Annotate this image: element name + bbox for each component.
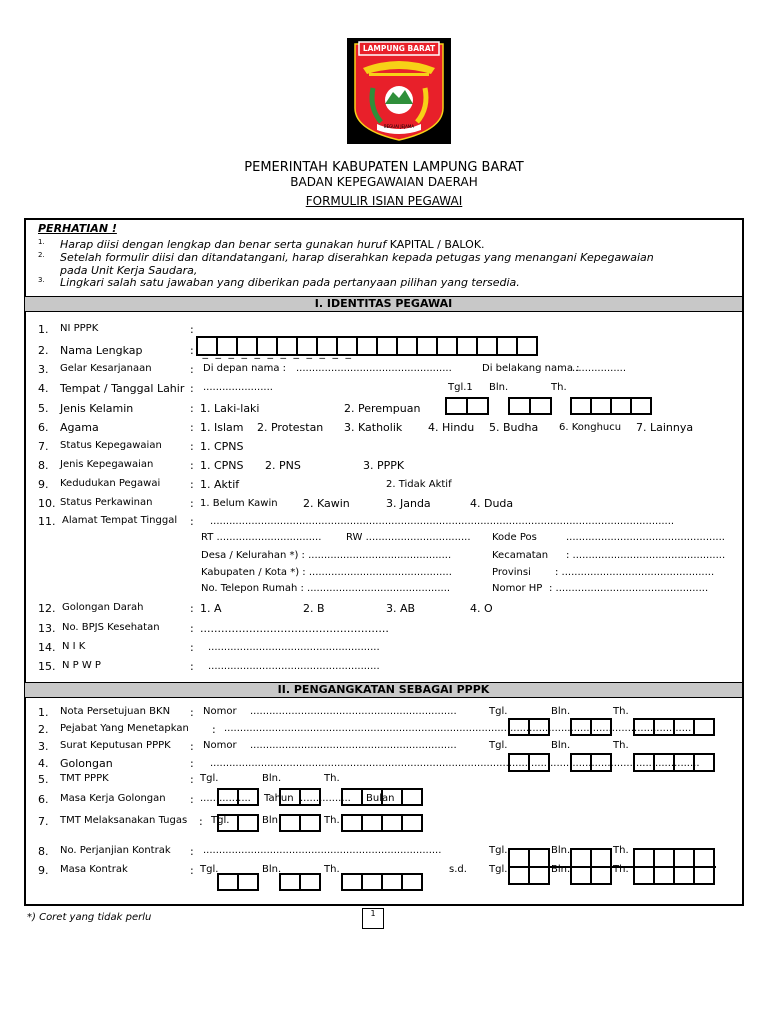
s1-r3-front: Di depan nama : xyxy=(203,363,287,374)
footer-note: *) Coret yang tidak perlu xyxy=(27,912,152,923)
notice-num-1: 1. xyxy=(38,238,45,246)
position-option-active[interactable]: 1. Aktif xyxy=(200,478,240,491)
s1-r8-num: 8. xyxy=(38,459,49,472)
s2-r3-nomor: Nomor xyxy=(203,740,237,751)
page-number-box xyxy=(362,908,384,929)
religion-option-4[interactable]: 4. Hindu xyxy=(428,421,475,434)
s2-r8-label: No. Perjanjian Kontrak xyxy=(60,845,171,856)
s1-r1-num: 1. xyxy=(38,323,49,336)
s1-r3-front-dots[interactable]: ................................................. xyxy=(296,363,452,374)
gender-option-male[interactable]: 1. Laki-laki xyxy=(200,402,260,415)
s2-r6-tahun: Tahun xyxy=(264,793,294,804)
s1-r10-label: Status Perkawinan xyxy=(60,497,153,508)
sk-date-day-cells[interactable] xyxy=(508,753,550,772)
s1-r3-back-dots[interactable]: ................. xyxy=(572,363,627,374)
notice-text-1-extra: KAPITAL / BALOK. xyxy=(389,238,485,251)
s2-r8-th: Th. xyxy=(613,845,629,856)
s1-r9-num: 9. xyxy=(38,478,49,491)
logo-motto-text: BEGUAI JEJAMA xyxy=(383,124,415,129)
s2-r3-bln: Bln. xyxy=(551,740,571,751)
religion-option-5[interactable]: 5. Budha xyxy=(489,421,539,434)
tmt-date-day-cells[interactable] xyxy=(217,788,259,806)
notice-text-1-main: Harap diisi dengan lengkap dan benar serta gunakan huruf xyxy=(60,238,390,251)
s2-r3-tgl: Tgl. xyxy=(489,740,508,751)
notice-title: PERHATIAN ! xyxy=(38,222,117,235)
religion-option-3[interactable]: 3. Katholik xyxy=(344,421,403,434)
s1-r2-colon: : xyxy=(190,344,194,357)
s1-r12-label: Golongan Darah xyxy=(62,602,144,613)
s1-r4-bln: Bln. xyxy=(489,382,509,393)
s1-r13-label: No. BPJS Kesehatan xyxy=(62,622,160,633)
s2-r2-colon: : xyxy=(212,723,216,736)
s2-r3-colon: : xyxy=(190,740,194,753)
form-title: FORMULIR ISIAN PEGAWAI xyxy=(305,194,463,208)
s2-r7-num: 7. xyxy=(38,815,49,828)
s1-r13-colon: : xyxy=(190,622,194,635)
religion-option-6[interactable]: 6. Konghucu xyxy=(559,422,622,433)
s2-r5-bln: Bln. xyxy=(262,773,282,784)
s2-r5-th: Th. xyxy=(324,773,340,784)
s1-r15-label: N P W P xyxy=(62,660,101,671)
birth-date-year-cells[interactable] xyxy=(570,397,652,415)
s1-r3-num: 3. xyxy=(38,363,49,376)
marital-option-1[interactable]: 1. Belum Kawin xyxy=(200,498,278,509)
address-kecamatan-label: Kecamatan xyxy=(492,550,549,561)
address-dots[interactable]: .................................................................................................................................................. xyxy=(210,516,675,527)
birth-date-month-cells[interactable] xyxy=(508,397,552,415)
religion-option-7[interactable]: 7. Lainnya xyxy=(636,421,694,434)
s1-r3-label: Gelar Kesarjanaan xyxy=(60,363,152,374)
s1-r10-colon: : xyxy=(190,497,194,510)
s2-r6-bulan: Bulan xyxy=(366,793,395,804)
address-telepon[interactable]: No. Telepon Rumah : ............................................. xyxy=(201,583,451,594)
s2-r9-tgl2: Tgl. xyxy=(489,864,508,875)
s2-r3-dots[interactable]: ................................................................. xyxy=(250,740,457,751)
s1-r14-colon: : xyxy=(190,641,194,654)
s1-r3-back: Di belakang nama : xyxy=(482,363,580,374)
s2-r2-num: 2. xyxy=(38,723,49,736)
religion-option-1[interactable]: 1. Islam xyxy=(200,421,244,434)
s2-r9-label: Masa Kontrak xyxy=(60,864,128,875)
s2-r9-tgl: Tgl. xyxy=(200,864,219,875)
sk-date-month-cells[interactable] xyxy=(570,753,612,772)
s2-r5-num: 5. xyxy=(38,773,49,786)
notice-text-3: Lingkari salah satu jawaban yang diberikan pada pertanyaan pilihan yang tersedia. xyxy=(60,276,520,289)
s1-r7-colon: : xyxy=(190,440,194,453)
s1-r14-num: 14. xyxy=(38,641,56,654)
npwp-dots[interactable]: ...................................................... xyxy=(208,661,380,672)
marital-option-3[interactable]: 3. Janda xyxy=(386,497,431,510)
s1-r7-label: Status Kepegawaian xyxy=(60,440,162,451)
logo-banner-text: LAMPUNG BARAT xyxy=(362,44,436,53)
address-provinsi-label: Provinsi xyxy=(492,567,531,578)
contract-start-year-cells[interactable] xyxy=(341,873,423,891)
blood-option-a[interactable]: 1. A xyxy=(200,602,222,615)
type-option-cpns[interactable]: 1. CPNS xyxy=(200,459,244,472)
s2-r6-colon: : xyxy=(190,793,194,806)
s1-r4-label: Tempat / Tanggal Lahir xyxy=(60,382,185,395)
notice-num-3: 3. xyxy=(38,276,45,284)
s2-r7-bln: Bln. xyxy=(262,815,282,826)
s2-r8-colon: : xyxy=(190,845,194,858)
s2-r1-label: Nota Persetujuan BKN xyxy=(60,706,171,717)
s1-r1-colon: : xyxy=(190,323,194,336)
s1-r2-num: 2. xyxy=(38,344,49,357)
s2-r1-num: 1. xyxy=(38,706,49,719)
religion-option-2[interactable]: 2. Protestan xyxy=(257,421,324,434)
s1-r15-num: 15. xyxy=(38,660,56,673)
nota-date-year-cells[interactable] xyxy=(633,718,715,736)
address-kodepos-dots[interactable]: .................................................. xyxy=(566,532,725,543)
task-date-day-cells[interactable] xyxy=(217,814,259,832)
s2-r5-label: TMT PPPK xyxy=(60,773,109,784)
address-rw[interactable]: RW ................................. xyxy=(346,532,471,543)
s2-r7-th: Th. xyxy=(324,815,340,826)
s2-r8-tgl: Tgl. xyxy=(489,845,508,856)
s1-r4-dots[interactable]: ...................... xyxy=(203,382,273,393)
s2-r4-label: Golongan xyxy=(60,757,113,770)
bpjs-dots[interactable]: ...................................................... xyxy=(200,622,389,635)
name-input-cells[interactable] xyxy=(196,336,538,356)
s2-r9-th: Th. xyxy=(324,864,340,875)
s1-r5-num: 5. xyxy=(38,402,49,415)
page-number: 1 xyxy=(370,909,376,918)
blood-option-ab[interactable]: 3. AB xyxy=(386,602,416,615)
notice-text-2: Setelah formulir diisi dan ditandatangani, harap diserahkan kepada petugas yang menangani Kepegawaian xyxy=(60,251,654,264)
s2-r7-colon: : xyxy=(199,815,203,828)
nota-date-day-cells[interactable] xyxy=(508,718,550,736)
contract-start-month-cells[interactable] xyxy=(279,873,321,891)
s2-r7-label: TMT Melaksanakan Tugas xyxy=(60,815,188,826)
s2-r8-dots[interactable]: ........................................................................... xyxy=(203,845,442,856)
s1-r7-num: 7. xyxy=(38,440,49,453)
blood-option-b[interactable]: 2. B xyxy=(303,602,325,615)
address-hp-label: Nomor HP xyxy=(492,583,543,594)
position-option-inactive[interactable]: 2. Tidak Aktif xyxy=(386,479,452,490)
s2-r5-colon: : xyxy=(190,773,194,786)
s1-r11-num: 11. xyxy=(38,515,56,528)
s1-r10-num: 10. xyxy=(38,497,56,510)
task-date-month-cells[interactable] xyxy=(279,814,321,832)
s1-r1-label: NI PPPK xyxy=(60,323,99,334)
s1-r5-label: Jenis Kelamin xyxy=(60,402,134,415)
status-option-cpns[interactable]: 1. CPNS xyxy=(200,440,244,453)
s2-r2-label: Pejabat Yang Menetapkan xyxy=(60,723,189,734)
s1-r14-label: N I K xyxy=(62,641,86,652)
s1-r8-label: Jenis Kepegawaian xyxy=(60,459,154,470)
address-kodepos-label: Kode Pos xyxy=(492,532,537,543)
notice-text-2b: pada Unit Kerja Saudara, xyxy=(60,264,198,277)
s2-r3-num: 3. xyxy=(38,740,49,753)
s2-r4-dots[interactable]: .......................................................................................................................................................... xyxy=(210,758,700,769)
section1-header: I. IDENTITAS PEGAWAI xyxy=(25,296,742,312)
marital-option-2[interactable]: 2. Kawin xyxy=(303,497,350,510)
s1-r6-label: Agama xyxy=(60,421,99,434)
s2-r9-colon: : xyxy=(190,864,194,877)
s2-r3-label: Surat Keputusan PPPK xyxy=(60,740,171,751)
s2-r1-colon: : xyxy=(190,706,194,719)
s2-r9-bln2: Bln. xyxy=(551,864,571,875)
s2-r1-nomor: Nomor xyxy=(203,706,237,717)
section2-header: II. PENGANGKATAN SEBAGAI PPPK xyxy=(25,682,742,698)
s2-r4-num: 4. xyxy=(38,757,49,770)
blood-option-o[interactable]: 4. O xyxy=(470,602,493,615)
gender-option-female[interactable]: 2. Perempuan xyxy=(344,402,421,415)
s2-r2-dots[interactable]: ................................................................................................................................................... xyxy=(224,723,692,734)
s2-r1-th: Th. xyxy=(613,706,629,717)
s1-r4-tgl: Tgl.1 xyxy=(448,382,473,393)
notice-num-2: 2. xyxy=(38,251,45,259)
address-desa[interactable]: Desa / Kelurahan *) : ............................................. xyxy=(201,550,452,561)
address-provinsi-dots[interactable]: : ................................................ xyxy=(555,567,715,578)
s2-r7-tgl: Tgl. xyxy=(211,815,230,826)
address-rt[interactable]: RT ................................. xyxy=(201,532,322,543)
s1-r4-num: 4. xyxy=(38,382,49,395)
s1-r6-num: 6. xyxy=(38,421,49,434)
address-kecamatan-dots[interactable]: : ................................................ xyxy=(566,550,726,561)
s1-r6-colon: : xyxy=(190,421,194,434)
s2-r3-th: Th. xyxy=(613,740,629,751)
contract-start-day-cells[interactable] xyxy=(217,873,259,891)
nota-date-month-cells[interactable] xyxy=(570,718,612,736)
s2-r9-num: 9. xyxy=(38,864,49,877)
s2-r1-tgl: Tgl. xyxy=(489,706,508,717)
s2-r6-label: Masa Kerja Golongan xyxy=(60,793,166,804)
nik-dots[interactable]: ...................................................... xyxy=(208,642,380,653)
s1-r9-colon: : xyxy=(190,478,194,491)
s2-r6-dots[interactable]: ................ xyxy=(200,793,251,804)
s1-r2-label: Nama Lengkap xyxy=(60,344,143,357)
s1-r11-colon: : xyxy=(190,515,194,528)
contract-cells-divider xyxy=(508,866,716,868)
type-option-pppk[interactable]: 3. PPPK xyxy=(363,459,405,472)
s1-r12-num: 12. xyxy=(38,602,56,615)
task-date-year-cells[interactable] xyxy=(341,814,423,832)
s1-r8-colon: : xyxy=(190,459,194,472)
s2-r8-bln: Bln. xyxy=(551,845,571,856)
tmt-date-month-cells[interactable] xyxy=(279,788,321,806)
s1-r9-label: Kedudukan Pegawai xyxy=(60,478,161,489)
header-government: PEMERINTAH KABUPATEN LAMPUNG BARAT xyxy=(244,160,524,175)
s2-r9-sd: s.d. xyxy=(449,864,467,875)
marital-option-4[interactable]: 4. Duda xyxy=(470,497,514,510)
s1-r4-th: Th. xyxy=(551,382,567,393)
lampung-barat-logo xyxy=(347,38,451,144)
address-hp-dots[interactable]: : ................................................ xyxy=(549,583,709,594)
s2-r6-num: 6. xyxy=(38,793,49,806)
s1-r4-colon: : xyxy=(190,382,194,395)
s1-r12-colon: : xyxy=(190,602,194,615)
address-kabupaten[interactable]: Kabupaten / Kota *) : ............................................. xyxy=(201,567,452,578)
s1-r5-colon: : xyxy=(190,402,194,415)
s2-r1-dots[interactable]: ................................................................. xyxy=(250,706,457,717)
tmt-date-year-cells[interactable] xyxy=(341,788,423,806)
type-option-pns[interactable]: 2. PNS xyxy=(265,459,301,472)
s2-r4-colon: : xyxy=(190,757,194,770)
s2-r8-num: 8. xyxy=(38,845,49,858)
s2-r6-tahun-dots[interactable]: ................ xyxy=(300,793,351,804)
s1-r11-label: Alamat Tempat Tinggal xyxy=(62,515,178,526)
s2-r1-bln: Bln. xyxy=(551,706,571,717)
s1-r15-colon: : xyxy=(190,660,194,673)
s2-r9-th2: Th. xyxy=(613,864,629,875)
notice-text-1 xyxy=(60,238,485,251)
s2-r9-bln: Bln. xyxy=(262,864,282,875)
sk-date-year-cells[interactable] xyxy=(633,753,715,772)
s2-r5-tgl: Tgl. xyxy=(200,773,219,784)
s1-r13-num: 13. xyxy=(38,622,56,635)
birth-date-day-cells[interactable] xyxy=(445,397,489,415)
s1-r3-colon: : xyxy=(190,363,194,376)
s1-r2-dots: ._._._._._._._._._._._._. xyxy=(197,346,359,359)
header-agency: BADAN KEPEGAWAIAN DAERAH xyxy=(290,175,478,189)
